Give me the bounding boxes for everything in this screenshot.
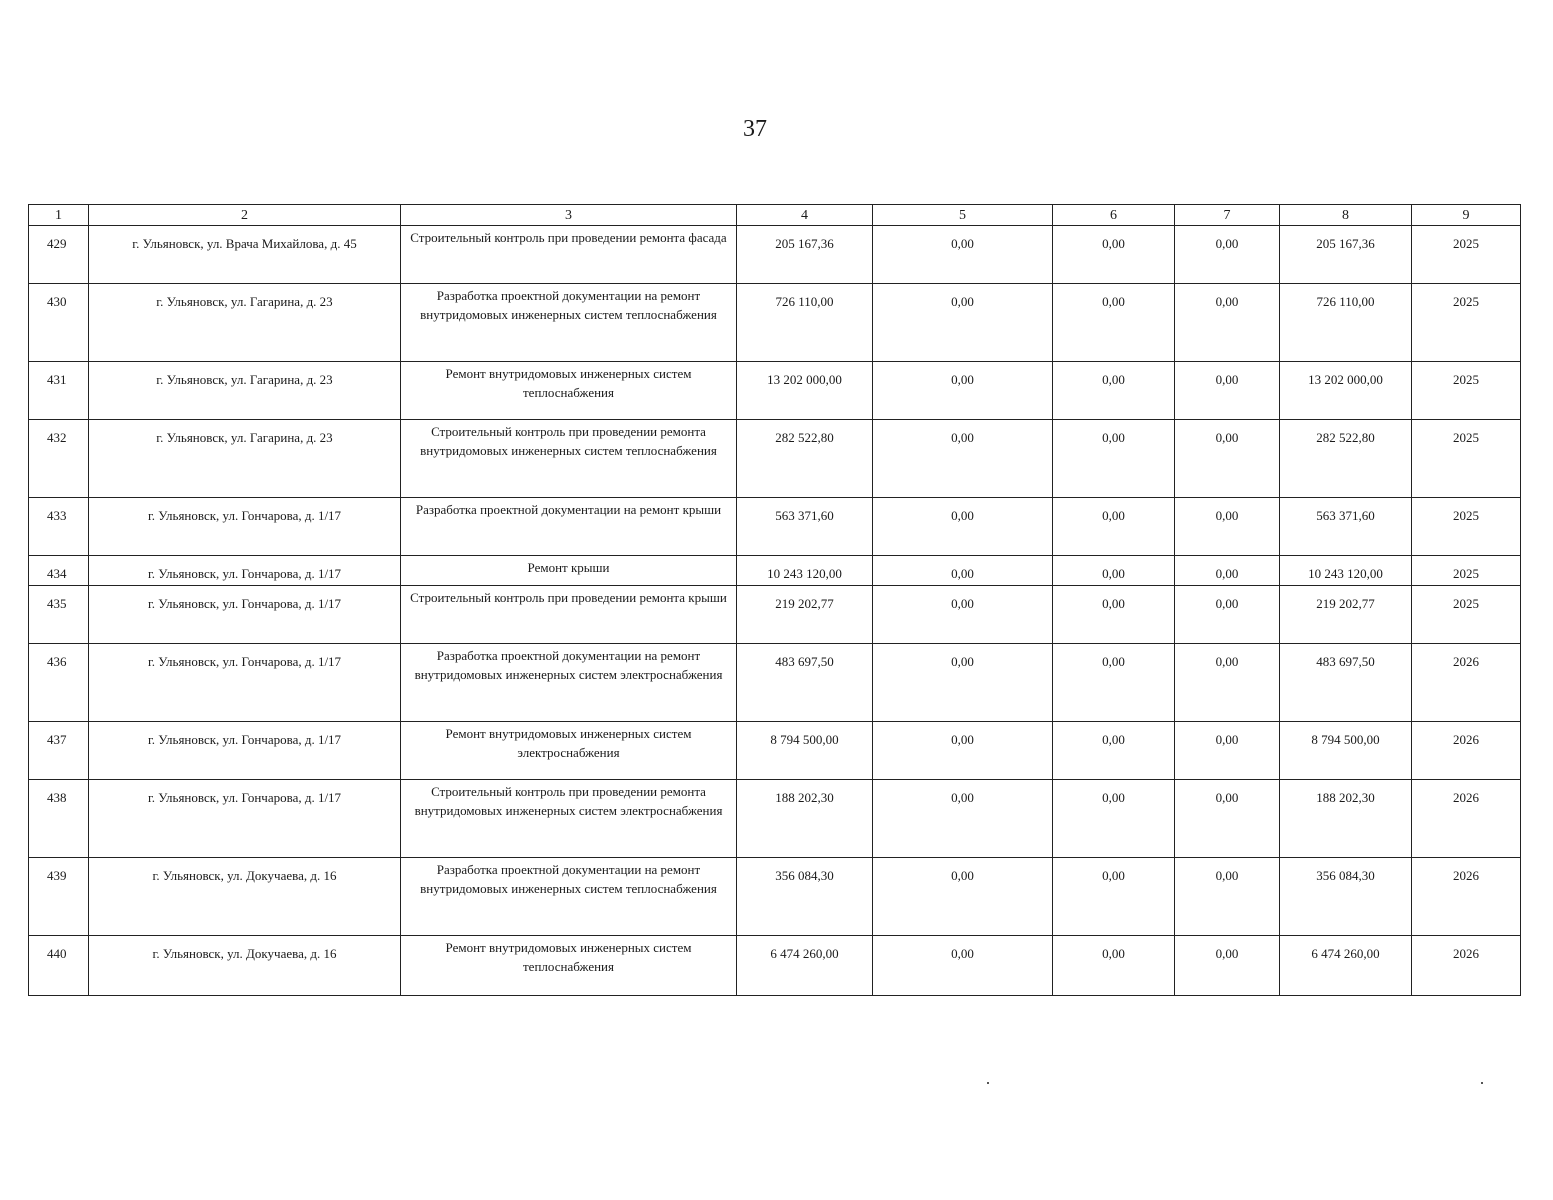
- scan-speck: [987, 1082, 989, 1084]
- work-type-cell: Строительный контроль при проведении ремонта крыши: [401, 586, 737, 644]
- address-cell: г. Ульяновск, ул. Гончарова, д. 1/17: [89, 586, 401, 644]
- amount-col5-cell: 0,00: [873, 644, 1053, 722]
- amount-col6-cell: 0,00: [1053, 722, 1175, 780]
- address-cell: г. Ульяновск, ул. Гагарина, д. 23: [89, 420, 401, 498]
- amount-col7-cell: 0,00: [1175, 362, 1280, 420]
- table-row: [29, 226, 1521, 284]
- address-cell: г. Ульяновск, ул. Докучаева, д. 16: [89, 936, 401, 996]
- table-row: [29, 420, 1521, 498]
- amount-col8-cell: 8 794 500,00: [1280, 722, 1412, 780]
- amount-col6-cell: 0,00: [1053, 780, 1175, 858]
- amount-col7-cell: 0,00: [1175, 780, 1280, 858]
- amount-col8-cell: 282 522,80: [1280, 420, 1412, 498]
- amount-col5-cell: 0,00: [873, 226, 1053, 284]
- work-type-cell: Разработка проектной документации на ремонт внутридомовых инженерных систем теплоснабжения: [401, 284, 737, 362]
- amount-col7-cell: 0,00: [1175, 644, 1280, 722]
- amount-total-cell: 356 084,30: [737, 858, 873, 936]
- page-number: 37: [743, 116, 767, 142]
- amount-col7-cell: 0,00: [1175, 420, 1280, 498]
- address-cell: г. Ульяновск, ул. Гагарина, д. 23: [89, 284, 401, 362]
- amount-col8-cell: 726 110,00: [1280, 284, 1412, 362]
- amount-col7-cell: 0,00: [1175, 498, 1280, 556]
- amount-total-cell: 10 243 120,00: [737, 556, 873, 586]
- table-row: [29, 644, 1521, 722]
- table-row: [29, 556, 1521, 586]
- year-cell: 2026: [1412, 780, 1521, 858]
- amount-total-cell: 188 202,30: [737, 780, 873, 858]
- amount-col6-cell: 0,00: [1053, 362, 1175, 420]
- amount-col6-cell: 0,00: [1053, 420, 1175, 498]
- amount-col6-cell: 0,00: [1053, 644, 1175, 722]
- year-cell: 2026: [1412, 644, 1521, 722]
- work-type-cell: Разработка проектной документации на ремонт крыши: [401, 498, 737, 556]
- table-row: [29, 780, 1521, 858]
- capital-repair-table: [28, 204, 1521, 996]
- row-number: 439: [29, 858, 89, 936]
- amount-col8-cell: 10 243 120,00: [1280, 556, 1412, 586]
- amount-col5-cell: 0,00: [873, 498, 1053, 556]
- row-number: 436: [29, 644, 89, 722]
- row-number: 434: [29, 556, 89, 586]
- amount-col7-cell: 0,00: [1175, 226, 1280, 284]
- work-type-cell: Разработка проектной документации на ремонт внутридомовых инженерных систем электроснабжения: [401, 644, 737, 722]
- year-cell: 2025: [1412, 420, 1521, 498]
- address-cell: г. Ульяновск, ул. Гончарова, д. 1/17: [89, 644, 401, 722]
- year-cell: 2025: [1412, 362, 1521, 420]
- amount-total-cell: 483 697,50: [737, 644, 873, 722]
- row-number: 440: [29, 936, 89, 996]
- work-type-cell: Ремонт внутридомовых инженерных систем теплоснабжения: [401, 362, 737, 420]
- amount-col5-cell: 0,00: [873, 284, 1053, 362]
- address-cell: г. Ульяновск, ул. Гончарова, д. 1/17: [89, 780, 401, 858]
- work-type-cell: Разработка проектной документации на ремонт внутридомовых инженерных систем теплоснабжения: [401, 858, 737, 936]
- table-row: [29, 722, 1521, 780]
- amount-col6-cell: 0,00: [1053, 586, 1175, 644]
- amount-col6-cell: 0,00: [1053, 556, 1175, 586]
- amount-col7-cell: 0,00: [1175, 556, 1280, 586]
- amount-col5-cell: 0,00: [873, 420, 1053, 498]
- amount-col7-cell: 0,00: [1175, 284, 1280, 362]
- amount-col5-cell: 0,00: [873, 858, 1053, 936]
- amount-col6-cell: 0,00: [1053, 858, 1175, 936]
- amount-col8-cell: 356 084,30: [1280, 858, 1412, 936]
- amount-total-cell: 726 110,00: [737, 284, 873, 362]
- row-number: 432: [29, 420, 89, 498]
- row-number: 431: [29, 362, 89, 420]
- amount-total-cell: 13 202 000,00: [737, 362, 873, 420]
- work-type-cell: Строительный контроль при проведении ремонта внутридомовых инженерных систем электроснабжения: [401, 780, 737, 858]
- row-number: 437: [29, 722, 89, 780]
- address-cell: г. Ульяновск, ул. Гончарова, д. 1/17: [89, 722, 401, 780]
- work-type-cell: Ремонт внутридомовых инженерных систем теплоснабжения: [401, 936, 737, 996]
- amount-col7-cell: 0,00: [1175, 858, 1280, 936]
- amount-total-cell: 219 202,77: [737, 586, 873, 644]
- column-header: 3: [401, 205, 737, 226]
- row-number: 429: [29, 226, 89, 284]
- row-number: 438: [29, 780, 89, 858]
- year-cell: 2026: [1412, 858, 1521, 936]
- year-cell: 2025: [1412, 586, 1521, 644]
- year-cell: 2025: [1412, 284, 1521, 362]
- amount-col7-cell: 0,00: [1175, 586, 1280, 644]
- scan-speck: [1481, 1082, 1483, 1084]
- table-row: [29, 498, 1521, 556]
- amount-col5-cell: 0,00: [873, 556, 1053, 586]
- column-header: 6: [1053, 205, 1175, 226]
- table-row: [29, 858, 1521, 936]
- column-header: 4: [737, 205, 873, 226]
- column-header: 5: [873, 205, 1053, 226]
- amount-col7-cell: 0,00: [1175, 936, 1280, 996]
- amount-total-cell: 8 794 500,00: [737, 722, 873, 780]
- column-header: 8: [1280, 205, 1412, 226]
- amount-col5-cell: 0,00: [873, 362, 1053, 420]
- row-number: 435: [29, 586, 89, 644]
- amount-col8-cell: 483 697,50: [1280, 644, 1412, 722]
- row-number: 433: [29, 498, 89, 556]
- amount-col5-cell: 0,00: [873, 586, 1053, 644]
- year-cell: 2026: [1412, 936, 1521, 996]
- work-type-cell: Ремонт внутридомовых инженерных систем электроснабжения: [401, 722, 737, 780]
- amount-col5-cell: 0,00: [873, 722, 1053, 780]
- amount-col5-cell: 0,00: [873, 780, 1053, 858]
- row-number: 430: [29, 284, 89, 362]
- address-cell: г. Ульяновск, ул. Докучаева, д. 16: [89, 858, 401, 936]
- column-header: 7: [1175, 205, 1280, 226]
- amount-col8-cell: 219 202,77: [1280, 586, 1412, 644]
- amount-col8-cell: 6 474 260,00: [1280, 936, 1412, 996]
- year-cell: 2026: [1412, 722, 1521, 780]
- table-row: [29, 586, 1521, 644]
- amount-col6-cell: 0,00: [1053, 284, 1175, 362]
- amount-total-cell: 205 167,36: [737, 226, 873, 284]
- amount-col6-cell: 0,00: [1053, 936, 1175, 996]
- amount-col6-cell: 0,00: [1053, 498, 1175, 556]
- table-row: [29, 362, 1521, 420]
- amount-col7-cell: 0,00: [1175, 722, 1280, 780]
- column-header: 1: [29, 205, 89, 226]
- amount-col8-cell: 188 202,30: [1280, 780, 1412, 858]
- address-cell: г. Ульяновск, ул. Гончарова, д. 1/17: [89, 556, 401, 586]
- year-cell: 2025: [1412, 498, 1521, 556]
- year-cell: 2025: [1412, 556, 1521, 586]
- address-cell: г. Ульяновск, ул. Гончарова, д. 1/17: [89, 498, 401, 556]
- amount-col6-cell: 0,00: [1053, 226, 1175, 284]
- amount-total-cell: 6 474 260,00: [737, 936, 873, 996]
- amount-col8-cell: 13 202 000,00: [1280, 362, 1412, 420]
- address-cell: г. Ульяновск, ул. Врача Михайлова, д. 45: [89, 226, 401, 284]
- amount-col5-cell: 0,00: [873, 936, 1053, 996]
- year-cell: 2025: [1412, 226, 1521, 284]
- column-header: 9: [1412, 205, 1521, 226]
- amount-total-cell: 282 522,80: [737, 420, 873, 498]
- address-cell: г. Ульяновск, ул. Гагарина, д. 23: [89, 362, 401, 420]
- table-row: [29, 936, 1521, 996]
- header-row: [29, 205, 1521, 226]
- amount-col8-cell: 563 371,60: [1280, 498, 1412, 556]
- work-type-cell: Строительный контроль при проведении ремонта фасада: [401, 226, 737, 284]
- amount-total-cell: 563 371,60: [737, 498, 873, 556]
- table-row: [29, 284, 1521, 362]
- column-header: 2: [89, 205, 401, 226]
- work-type-cell: Ремонт крыши: [401, 556, 737, 586]
- amount-col8-cell: 205 167,36: [1280, 226, 1412, 284]
- work-type-cell: Строительный контроль при проведении ремонта внутридомовых инженерных систем теплоснабжения: [401, 420, 737, 498]
